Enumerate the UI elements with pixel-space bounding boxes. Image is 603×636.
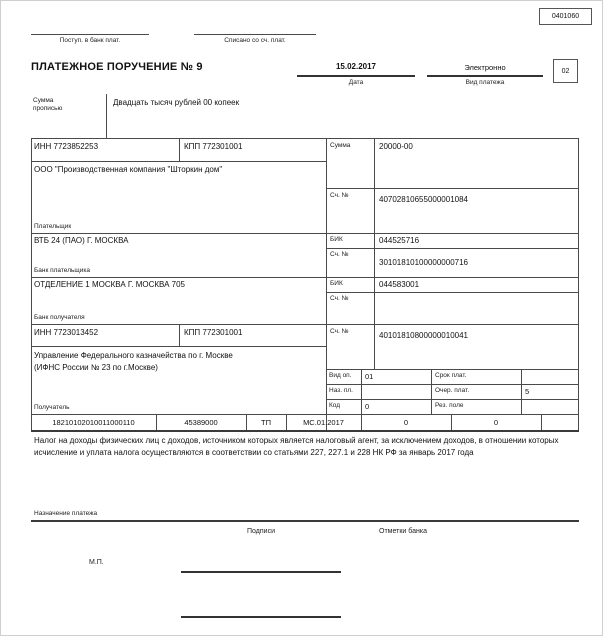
amount-value: 20000-00: [379, 142, 413, 151]
payee-inn-kpp-divider: [179, 324, 180, 346]
mini-row-line-3: [326, 399, 579, 400]
payee-bank-bik-label: БИК: [330, 280, 343, 287]
signature-line-1: [181, 571, 341, 573]
payment-basis-value: ТП: [261, 418, 271, 427]
form-code-box: [539, 8, 592, 25]
date-label: Дата: [348, 79, 364, 86]
line-under-payer-inn: [31, 161, 326, 162]
received-label: Поступ. в банк плат.: [59, 37, 121, 44]
payer-bank-name: ВТБ 24 (ПАО) Г. МОСКВА: [34, 236, 129, 245]
payment-kind-label: Вид платежа: [465, 79, 505, 86]
payer-bank-label: Банк плательщика: [34, 267, 90, 274]
payer-bank-account-label: Сч. №: [330, 251, 349, 258]
payment-kind-underline: [427, 75, 543, 77]
code-value: 0: [365, 402, 370, 411]
payee-bank-bik: 044583001: [379, 280, 420, 289]
payer-inn: ИНН 7723852253: [34, 142, 99, 151]
document-title: ПЛАТЕЖНОЕ ПОРУЧЕНИЕ № 9: [31, 61, 203, 73]
payee-label: Получатель: [34, 404, 70, 411]
payee-bank-label: Банк получателя: [34, 314, 85, 321]
line-under-payeebank-bik: [326, 292, 579, 293]
status-code: 02: [561, 67, 570, 75]
payer-label: Плательщик: [34, 223, 72, 230]
oktmo-value: 45389000: [184, 418, 218, 427]
payee-inn: ИНН 7723013452: [34, 328, 99, 337]
payment-kind: Электронно: [464, 63, 506, 72]
payee-account-label: Сч. №: [330, 328, 349, 335]
payer-bank-bik: 044525716: [379, 236, 420, 245]
grid-line-labelcol: [374, 138, 375, 369]
payer-account-label: Сч. №: [330, 192, 349, 199]
purpose-bottom-line: [31, 520, 579, 522]
payer-name: ООО "Производственная компания "Шторкин дом": [34, 165, 223, 174]
tax-period-value: МС.01.2017: [303, 418, 344, 427]
op-kind-value: 01: [365, 372, 374, 381]
line-under-payer: [31, 233, 579, 234]
amount-words-divider: [106, 94, 107, 138]
line-under-payer-bank: [31, 277, 579, 278]
code-label: Код: [329, 402, 341, 409]
grid-line-right: [578, 138, 579, 431]
reserve-label: Рез. поле: [435, 402, 464, 409]
amount-words-label-1: Сумма: [33, 97, 54, 104]
stamp-label: М.П.: [89, 559, 104, 566]
mini-row-line-2: [326, 384, 579, 385]
form-code: 0401060: [551, 13, 580, 20]
payer-inn-kpp-divider: [179, 138, 180, 161]
payee-name-line1: Управление Федерального казначейства по г. Москве: [34, 351, 233, 360]
grid-line-top: [31, 138, 579, 139]
signatures-label: Подписи: [247, 528, 275, 535]
line-under-payee-inn: [31, 346, 326, 347]
doc-number-value: 0: [403, 418, 409, 427]
purpose-code-label: Наз. пл.: [329, 387, 353, 394]
payer-bank-bik-label: БИК: [330, 236, 343, 243]
term-label: Срок плат.: [435, 372, 467, 379]
mini-col-line-2: [431, 369, 432, 414]
signature-line-2: [181, 616, 341, 618]
priority-label: Очер. плат.: [435, 387, 470, 394]
payment-purpose-text: Налог на доходы физических лиц с доходов, источником которых является налоговый агент, за исключением доходов, в отношении которых исчисление и уплата налога осуществляются в соответствии со статьями 227, 227.1 и 228 НК РФ за январь 2017 года: [34, 436, 559, 457]
debited-label: Списано со сч. плат.: [224, 37, 286, 44]
tax-col-6: [541, 414, 542, 430]
payee-bank-name: ОТДЕЛЕНИЕ 1 МОСКВА Г. МОСКВА 705: [34, 280, 185, 289]
doc-date-value: 0: [493, 418, 499, 427]
op-kind-label: Вид оп.: [329, 372, 352, 379]
amount-words-value: Двадцать тысяч рублей 00 копеек: [113, 98, 240, 107]
payee-kpp: КПП 772301001: [184, 328, 243, 337]
date-underline: [297, 75, 415, 77]
line-under-amount: [326, 188, 579, 189]
payee-bank-account-label: Сч. №: [330, 295, 349, 302]
payee-account: 40101810800000010041: [379, 331, 468, 340]
tax-row-top-line: [31, 414, 579, 415]
payer-bank-account: 30101810100000000716: [379, 258, 468, 267]
kbk-value: 18210102010011000110: [52, 418, 135, 427]
tax-row-bottom-line: [31, 430, 579, 432]
grid-line-left: [31, 138, 32, 431]
document-date: 15.02.2017: [335, 62, 377, 71]
mini-row-line-1: [326, 369, 579, 370]
line-under-payee-bank: [31, 324, 579, 325]
payee-name-line2: (ИФНС России № 23 по г.Москве): [34, 363, 158, 372]
line-under-payerbank-bik: [326, 248, 579, 249]
payer-kpp: КПП 772301001: [184, 142, 243, 151]
amount-words-label-2: прописью: [33, 105, 63, 112]
mini-col-line-3: [521, 369, 522, 414]
payer-account: 40702810655000001084: [379, 195, 468, 204]
received-line: [31, 34, 149, 35]
mini-col-line-1: [361, 369, 362, 414]
grid-line-mid: [326, 138, 327, 431]
amount-label: Сумма: [330, 142, 351, 149]
debited-line: [194, 34, 316, 35]
payment-purpose-label: Назначение платежа: [34, 510, 98, 517]
bank-marks-label: Отметки банка: [379, 528, 427, 535]
priority-value: 5: [525, 387, 530, 396]
status-box: [553, 59, 578, 83]
